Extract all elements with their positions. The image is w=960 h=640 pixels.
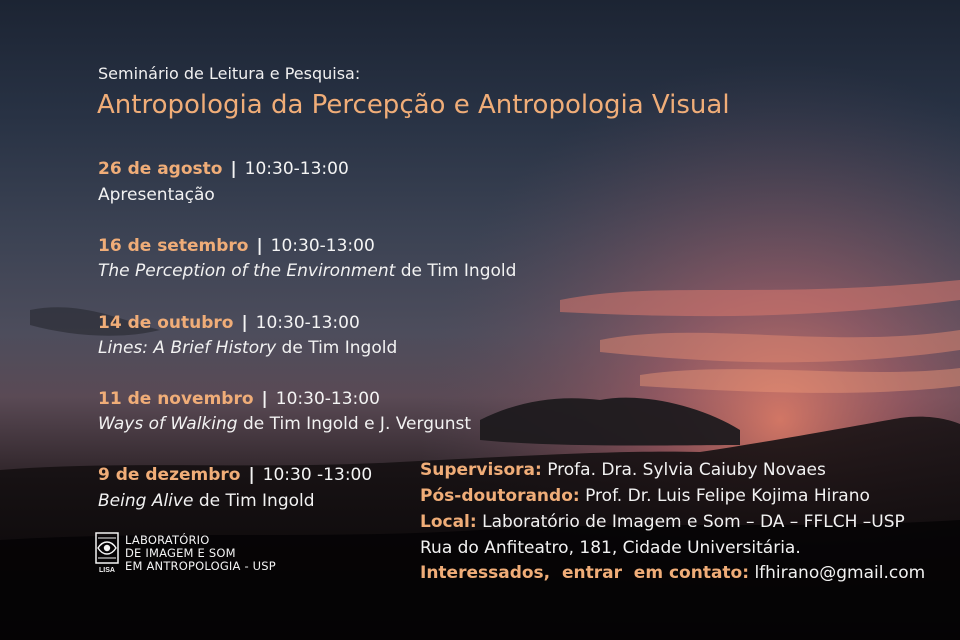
location-label: Local: bbox=[420, 512, 477, 532]
logo-text bbox=[125, 534, 276, 573]
session-1-description: Apresentação bbox=[98, 185, 215, 205]
location-value: Laboratório de Imagem e Som – DA – FFLCH –USP bbox=[482, 512, 905, 532]
postdoc-label: Pós-doutorando: bbox=[420, 486, 580, 506]
session-time: 10:30-13:00 bbox=[255, 313, 360, 333]
lisa-logo bbox=[95, 532, 276, 574]
logo-line-3: EM ANTROPOLOGIA - USP bbox=[125, 558, 276, 573]
book-title: Ways of Walking bbox=[98, 414, 238, 434]
contact-line bbox=[420, 563, 925, 583]
supervisor-label: Supervisora: bbox=[420, 460, 542, 480]
session-date: 26 de agosto bbox=[98, 159, 223, 179]
logo-line-1: LABORATÓRIO bbox=[125, 532, 210, 547]
session-separator: | bbox=[261, 389, 268, 409]
book-author: de Tim Ingold e J. Vergunst bbox=[237, 414, 472, 434]
contact-email[interactable]: lfhirano@gmail.com bbox=[754, 563, 926, 583]
session-5-date-line bbox=[98, 465, 372, 485]
book-title: Lines: A Brief History bbox=[98, 338, 277, 358]
session-3-description bbox=[98, 338, 397, 358]
supervisor-line bbox=[420, 460, 826, 480]
session-4-description bbox=[98, 414, 471, 434]
logo-line-2: DE IMAGEM E SOM bbox=[125, 545, 236, 560]
session-time: 10:30-13:00 bbox=[270, 236, 375, 256]
seminar-subtitle: Seminário de Leitura e Pesquisa: bbox=[98, 64, 361, 83]
session-separator: | bbox=[230, 159, 237, 179]
session-time: 10:30-13:00 bbox=[244, 159, 349, 179]
supervisor-name: Profa. Dra. Sylvia Caiuby Novaes bbox=[547, 460, 826, 480]
location-line bbox=[420, 512, 905, 532]
session-3-date-line bbox=[98, 313, 360, 333]
session-separator: | bbox=[248, 465, 255, 485]
session-date: 11 de novembro bbox=[98, 389, 254, 409]
session-separator: | bbox=[241, 313, 248, 333]
session-separator: | bbox=[256, 236, 263, 256]
session-time: 10:30-13:00 bbox=[275, 389, 380, 409]
address-line: Rua do Anfiteatro, 181, Cidade Universitária. bbox=[420, 538, 801, 558]
session-2-date-line bbox=[98, 236, 375, 256]
session-date: 14 de outubro bbox=[98, 313, 234, 333]
logo-acronym: LISA bbox=[99, 567, 115, 574]
book-author: de Tim Ingold bbox=[193, 491, 315, 511]
session-time: 10:30 -13:00 bbox=[262, 465, 373, 485]
session-4-date-line bbox=[98, 389, 380, 409]
book-title: The Perception of the Environment bbox=[98, 261, 396, 281]
postdoc-line bbox=[420, 486, 870, 506]
book-author: de Tim Ingold bbox=[395, 261, 517, 281]
book-title: Being Alive bbox=[98, 491, 194, 511]
contact-label: Interessados, entrar em contato: bbox=[420, 563, 750, 583]
seminar-title: Antropologia da Percepção e Antropologia Visual bbox=[97, 90, 730, 120]
session-date: 16 de setembro bbox=[98, 236, 249, 256]
postdoc-name: Prof. Dr. Luis Felipe Kojima Hirano bbox=[585, 486, 870, 506]
session-1-date-line bbox=[98, 159, 349, 179]
book-author: de Tim Ingold bbox=[276, 338, 398, 358]
session-date: 9 de dezembro bbox=[98, 465, 241, 485]
lisa-eye-logo-icon bbox=[95, 532, 119, 574]
session-5-description bbox=[98, 491, 315, 511]
session-2-description bbox=[98, 261, 516, 281]
